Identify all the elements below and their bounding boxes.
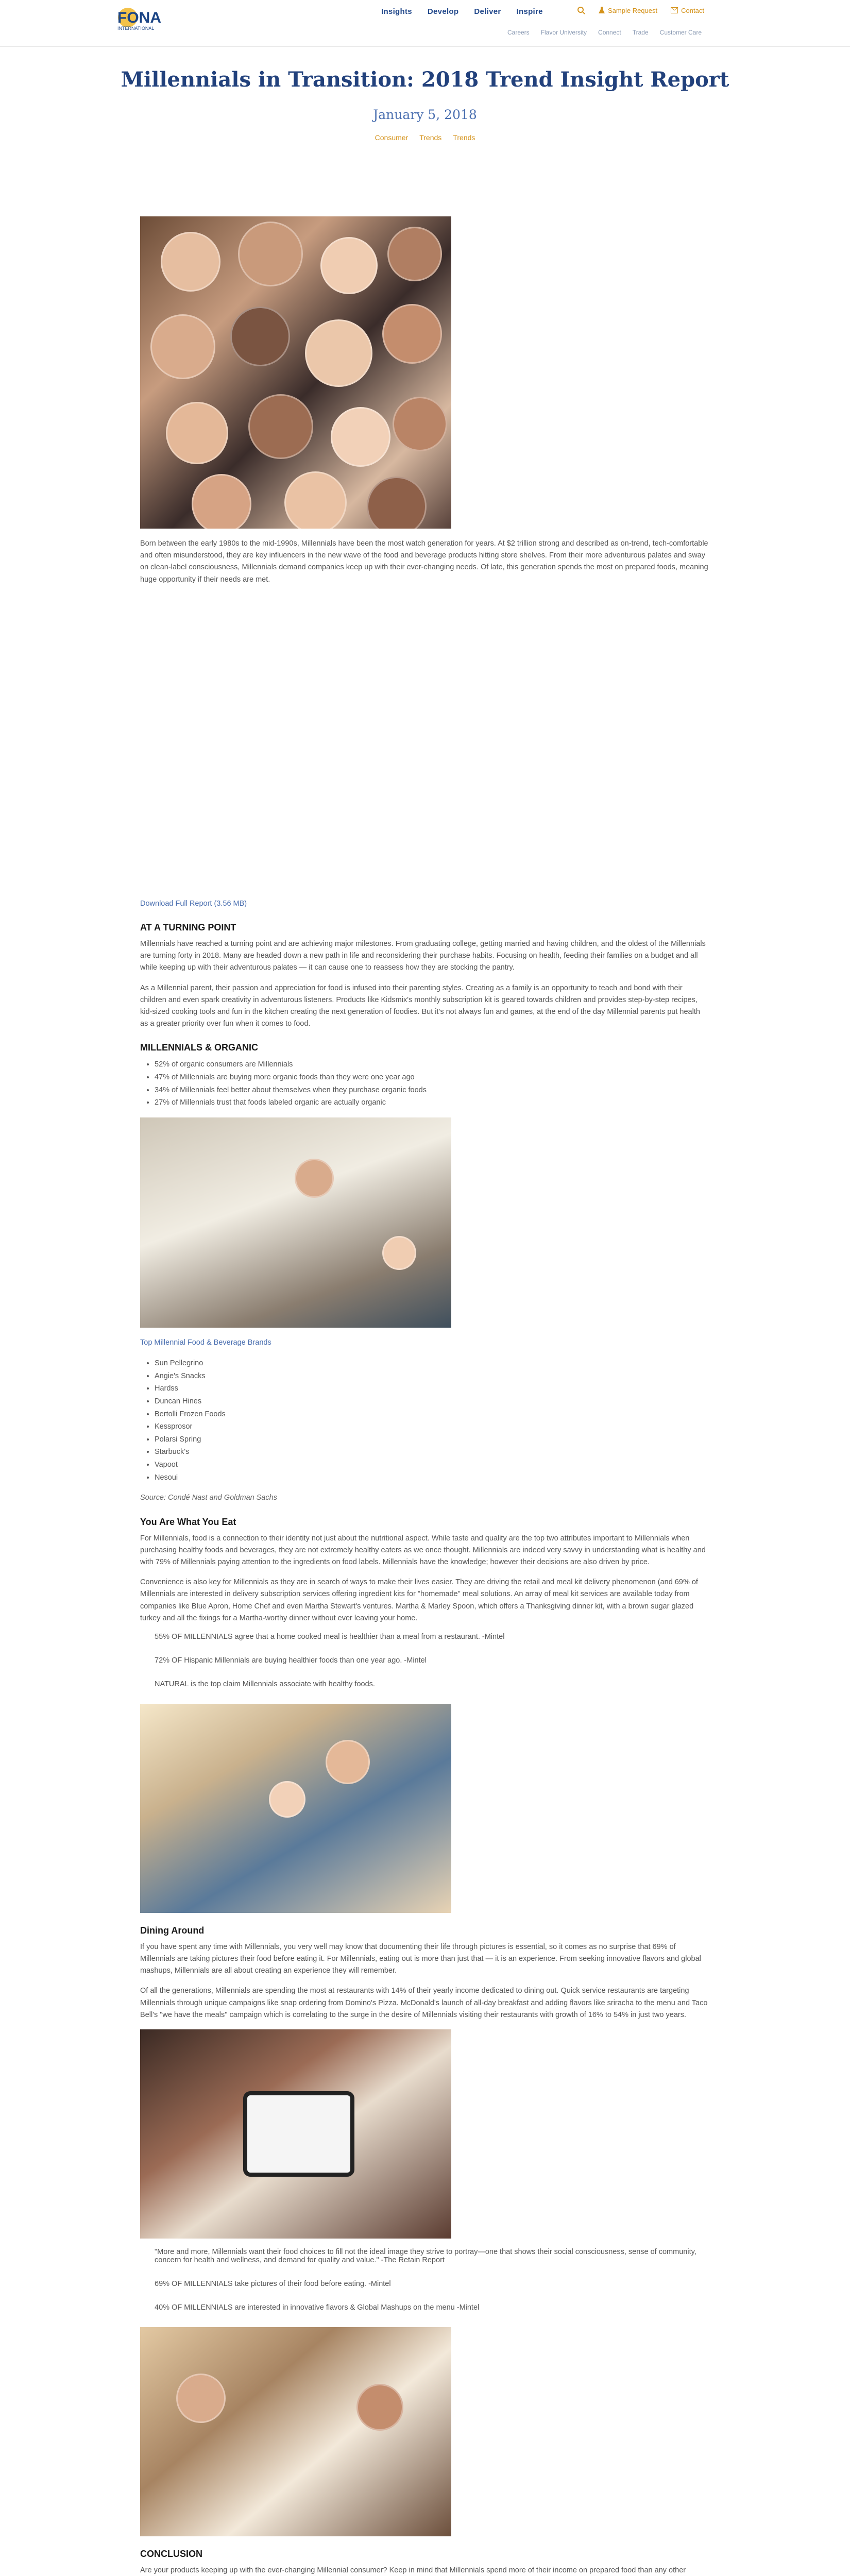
post-tag[interactable]: Trends	[453, 133, 475, 142]
list-item: • 27% of Millennials trust that foods labeled organic are actually organic	[155, 1096, 710, 1109]
list-item: • 34% of Millennials feel better about themselves when they purchase organic foods	[155, 1084, 710, 1097]
section-paragraph: Are your products keeping up with the ever-changing Millennial consumer? Keep in mind that Millennials spend more of their income on prepared food than any other	[140, 2566, 686, 2575]
secondary-nav-connect[interactable]: Connect	[598, 29, 621, 36]
quote-callout: "More and more, Millennials want their food choices to fill not the ideal image they strive to portray—one that shows their social consciousness, sense of community, concern for health and wellness, and demand for quality and value." -The Retain Report	[155, 2248, 696, 2265]
sample-request-label: Sample Request	[608, 6, 658, 14]
list-item: • Duncan Hines	[155, 1395, 710, 1408]
header-tools	[577, 6, 704, 14]
list-item: • 47% of Millennials are buying more organic foods than they were one year ago	[155, 1071, 710, 1084]
post-date: January 5, 2018	[373, 107, 477, 122]
secondary-nav-trade[interactable]: Trade	[632, 29, 649, 36]
list-item: • Kessprosor	[155, 1420, 710, 1433]
download-report-link[interactable]: Download Full Report (3.56 MB)	[140, 899, 247, 908]
nav-item-develop[interactable]: Develop	[427, 7, 459, 16]
millennials-collage-photo	[140, 216, 451, 529]
page-title: Millennials in Transition: 2018 Trend Insight Report	[121, 67, 729, 92]
sample-request-link[interactable]	[599, 7, 657, 14]
stat-callout: NATURAL is the top claim Millennials associate with healthy foods.	[155, 1680, 375, 1688]
section-paragraph: Of all the generations, Millennials are spending the most at restaurants with 14% of their yearly income dedicated to dining out. Quick service restaurants are targeting Millennials through unique campaigns like snap ordering from Domino's Pizza. McDonald's launch of all-day breakfast and adding flavors like sriracha to the menu and Taco Bell's "we have the meals" campaign which is correlating to the surge in the desire of Millennials visiting their restaurants with growth of 16% to 54% in just two years.	[140, 1987, 708, 2019]
friends-dining-photo	[140, 2327, 451, 2536]
top-brands-heading[interactable]: Top Millennial Food & Beverage Brands	[140, 1338, 271, 1347]
contact-link[interactable]	[671, 7, 704, 14]
list-item: • Bertolli Frozen Foods	[155, 1408, 710, 1421]
top-brands-list	[140, 1357, 710, 1484]
section-paragraph: Millennials have reached a turning point and are achieving major milestones. From graduating college, getting married and having children, and the oldest of the Millennials are turning forty in 2018. Many are headed down a new path in life and reconsidering their purchase habits. Focusing on health, feeding their families on a budget and all while keeping up with their adventurous palates — it can cause one to reassess how they are stocking the pantry.	[140, 939, 706, 972]
post-tag[interactable]: Trends	[419, 133, 442, 142]
section-heading: Dining Around	[140, 1925, 205, 1936]
secondary-nav-careers[interactable]: Careers	[507, 29, 530, 36]
nav-item-insights[interactable]: Insights	[381, 7, 412, 16]
list-item: • Starbuck's	[155, 1446, 710, 1459]
list-item: • 52% of organic consumers are Millennials	[155, 1058, 710, 1071]
logo-tagline: INTERNATIONAL	[117, 26, 155, 31]
logo-wordmark: FONA	[117, 9, 161, 26]
post-tag[interactable]: Consumer	[375, 133, 409, 142]
embedded-report-area	[140, 594, 710, 898]
list-item: • Sun Pellegrino	[155, 1357, 710, 1370]
section-heading: AT A TURNING POINT	[140, 922, 236, 933]
search-icon	[577, 6, 585, 14]
section-paragraph: Convenience is also key for Millennials as they are in search of ways to make their lives easier. They are driving the retail and meal kit delivery phenomenon (and 69% of Millennials are interested in delivery subscription services offering ingredient kits for "homemade" meal solutions. An array of meal kit services are available today from companies like Blue Apron, Home Chef and even Martha Stewart's ventures. Martha & Marley Spoon, which offers a Thanksgiving dinner kit, with a brown sugar glazed turkey and all the fixings for a Martha-worthy dinner without ever leaving your home.	[140, 1578, 698, 1622]
section-heading: MILLENNIALS & ORGANIC	[140, 1042, 258, 1053]
secondary-nav-customer-care[interactable]: Customer Care	[659, 29, 702, 36]
section-paragraph: As a Millennial parent, their passion and appreciation for food is infused into their parenting styles. Creating as a family is an opportunity to teach and bond with their children and even spark creativity in adventurous listeners. Products like Kidsmix's monthly subscription kit is geared towards children and provides step-by-step recipes, kid-sized cooking tools and fun in the kitchen creating the next generation of foodies. But it's not always fun and games, at the end of the day Millennial parents put health as a greater priority over fun when it comes to food.	[140, 984, 700, 1028]
section-heading: CONCLUSION	[140, 2549, 202, 2560]
section-paragraph: For Millennials, food is a connection to their identity not just about the nutritional aspect. While taste and quality are the top two attributes important to Millennials when purchasing healthy foods and beverages, they are not extremely healthy eaters as we once thought. Millennials are indeed very savvy in understanding what is healthy and with 79% of Millennials paying attention to the ingredients on food labels. Millennials have the knowledge; however their decisions are also driven by price.	[140, 1534, 706, 1566]
flask-icon	[599, 7, 605, 14]
site-header	[0, 0, 850, 47]
section-heading: You Are What You Eat	[140, 1516, 236, 1527]
family-meal-photo	[140, 1704, 451, 1913]
family-kitchen-photo	[140, 1117, 451, 1328]
post-title-block	[0, 47, 850, 142]
list-item: • Hardss	[155, 1382, 710, 1395]
phones-food-photo	[140, 2029, 451, 2239]
secondary-nav	[507, 29, 702, 36]
list-item: • Polarsi Spring	[155, 1433, 710, 1446]
primary-nav	[381, 7, 543, 16]
search-button[interactable]	[577, 6, 585, 14]
intro-paragraph: Born between the early 1980s to the mid-1990s, Millennials have been the most watch generation for years. At $2 trillion strong and described as on-trend, tech-comfortable and often misunderstood, they are key influencers in the new wave of the food and beverage products hitting store shelves. From their more adventurous palates and sway on clean-label consciousness, Millennials demand companies keep up with their ever-changing needs. Of late, this generation spends the most on prepared foods, meaning huge opportunity if their needs are met.	[140, 539, 708, 584]
nav-item-deliver[interactable]: Deliver	[474, 7, 501, 16]
fona-logo[interactable]	[113, 3, 191, 33]
stat-callout: 72% OF Hispanic Millennials are buying healthier foods than one year ago. -Mintel	[155, 1656, 427, 1665]
nav-item-inspire[interactable]: Inspire	[516, 7, 543, 16]
section-paragraph: If you have spent any time with Millennials, you very well may know that documenting their life through pictures is essential, so it comes as no surprise that 69% of Millennials are taking pictures their food before eating it. For Millennials, eating out is more than just that — it is an experience. From seeking innovative flavors and global mashups, Millennials are all about creating an experience they will remember.	[140, 1942, 701, 1975]
post-tags	[0, 133, 850, 142]
article-body	[140, 216, 710, 2576]
organic-stats-list	[140, 1058, 710, 1109]
stat-callout: 55% OF MILLENNIALS agree that a home cooked meal is healthier than a meal from a restaurant. -Mintel	[155, 1632, 505, 1641]
brands-source: Source: Condé Nast and Goldman Sachs	[140, 1494, 277, 1502]
list-item: • Vapoot	[155, 1459, 710, 1471]
secondary-nav-flavor-university[interactable]: Flavor University	[540, 29, 587, 36]
list-item: • Nesoui	[155, 1471, 710, 1484]
envelope-icon	[671, 7, 678, 13]
stat-callout: 69% OF MILLENNIALS take pictures of their food before eating. -Mintel	[155, 2280, 391, 2289]
stat-callout: 40% OF MILLENNIALS are interested in innovative flavors & Global Mashups on the menu -Mintel	[155, 2303, 480, 2312]
contact-label: Contact	[681, 6, 704, 14]
list-item: • Angie's Snacks	[155, 1370, 710, 1383]
